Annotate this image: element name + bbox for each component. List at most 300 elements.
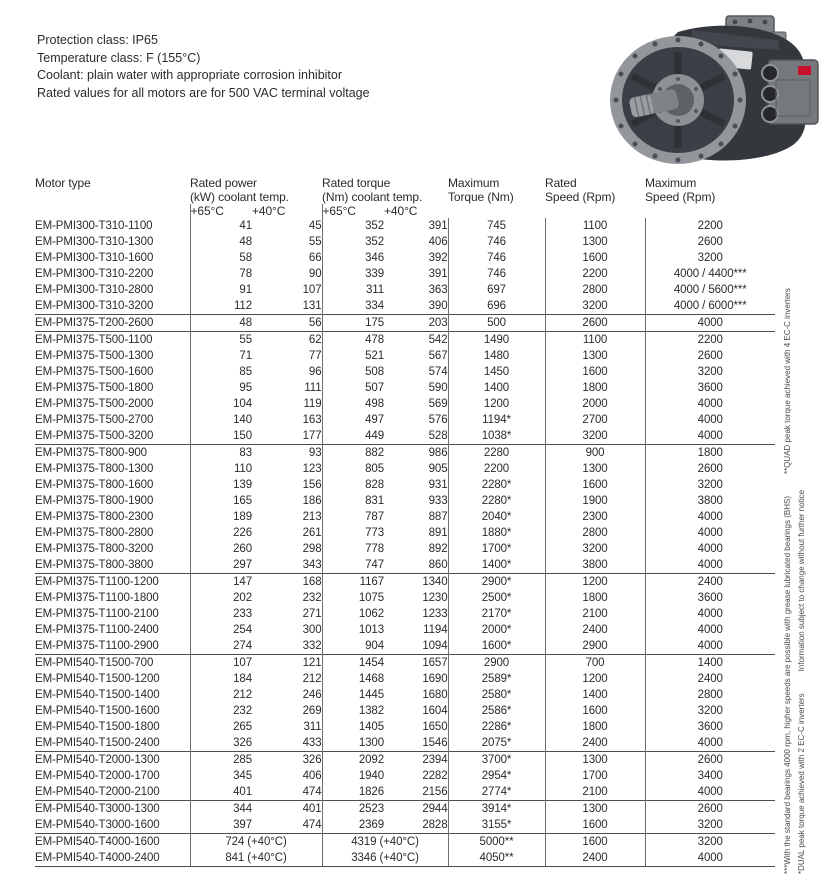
value-cell: 226 [190, 525, 252, 541]
value-cell: 773 [322, 525, 384, 541]
value-cell: 986 [384, 445, 448, 462]
value-cell: 107 [190, 655, 252, 672]
value-cell: 1300 [545, 801, 645, 818]
footnote-info-subject: Information subject to change without further notice [797, 489, 806, 672]
value-cell: 2523 [322, 801, 384, 818]
header-max-torque-sub: Torque (Nm) [448, 190, 514, 204]
motor-type-cell: EM-PMI375-T800-1900 [35, 495, 154, 507]
value-cell: 352 [322, 234, 384, 250]
value-cell: 254 [190, 622, 252, 638]
value-cell: 406 [302, 770, 322, 782]
coolant-line: Coolant: plain water with appropriate corrosion inhibitor [37, 68, 343, 82]
value-cell: 260 [190, 541, 252, 557]
value-cell: 1650 [422, 721, 448, 733]
value-cell: 1800 [645, 445, 775, 462]
value-cell: 78 [190, 266, 252, 282]
value-cell: 77 [308, 350, 322, 362]
value-cell: 3155* [448, 817, 545, 834]
value-cell: 363 [428, 284, 448, 296]
motor-type-cell: EM-PMI540-T1500-700 [35, 655, 190, 672]
value-cell: 2200 [448, 461, 545, 477]
value-cell: 168 [252, 574, 322, 591]
table-row [35, 364, 775, 380]
value-cell: 828 [322, 477, 384, 493]
value-cell: 2200 [645, 218, 775, 234]
value-cell: 569 [428, 398, 448, 410]
value-cell: 147 [190, 574, 252, 591]
value-cell: 696 [448, 298, 545, 315]
value-cell: 189 [190, 509, 252, 525]
value-cell: 2280* [448, 477, 545, 493]
table-row [35, 348, 775, 364]
value-cell: 449 [322, 428, 384, 445]
value-cell: 1450 [448, 364, 545, 380]
value-cell: 2800 [545, 525, 645, 541]
value-cell: 2800 [545, 282, 645, 298]
value-cell: 401 [252, 801, 322, 818]
value-cell: 110 [190, 461, 252, 477]
value-cell: 4000 [645, 557, 775, 574]
value-cell: 2092 [322, 752, 384, 769]
value-cell: 232 [302, 592, 322, 604]
motor-spec-table [35, 176, 775, 867]
value-cell: 1300 [545, 234, 645, 250]
value-cell: 4000 [645, 509, 775, 525]
value-cell: 1062 [322, 606, 384, 622]
motor-type-cell: EM-PMI375-T1100-2400 [35, 624, 159, 636]
value-cell: 300 [302, 624, 322, 636]
motor-type-cell: EM-PMI375-T800-900 [35, 445, 190, 462]
value-cell: 3200 [645, 364, 775, 380]
value-cell: 931 [428, 479, 448, 491]
value-cell: 904 [322, 638, 384, 655]
table-row [35, 784, 775, 801]
motor-type-cell: EM-PMI375-T1100-1200 [35, 574, 190, 591]
value-cell: 85 [190, 364, 252, 380]
motor-type-cell: EM-PMI540-T2000-2100 [35, 786, 160, 798]
motor-type-cell: EM-PMI375-T500-1600 [35, 366, 154, 378]
motor-photo [600, 10, 825, 170]
value-cell: 3200 [645, 477, 775, 493]
value-cell: 95 [190, 380, 252, 396]
value-cell: 2000* [448, 622, 545, 638]
value-cell: 123 [302, 463, 322, 475]
value-cell: 507 [322, 380, 384, 396]
motor-type-cell: EM-PMI540-T2000-1300 [35, 752, 190, 769]
motor-type-cell: EM-PMI300-T310-2200 [35, 268, 154, 280]
value-cell: 474 [302, 786, 322, 798]
value-cell: 2100 [545, 784, 645, 801]
value-cell: 4000 [645, 412, 775, 428]
protection-class-line: Protection class: IP65 [37, 33, 158, 47]
value-cell: 3600 [645, 590, 775, 606]
value-cell: 2600 [645, 461, 775, 477]
value-cell: 2100 [545, 606, 645, 622]
value-cell: 2200 [545, 266, 645, 282]
brand-label [798, 66, 811, 75]
motor-table-body [35, 218, 775, 867]
motor-type-cell: EM-PMI375-T800-3200 [35, 543, 154, 555]
value-cell: 4000 [645, 541, 775, 557]
table-row [35, 396, 775, 412]
table-row [35, 266, 775, 282]
value-cell: 1194 [423, 624, 448, 636]
motor-type-cell: EM-PMI300-T310-3200 [35, 300, 154, 312]
value-cell: 500 [448, 315, 545, 332]
motor-type-cell: EM-PMI375-T1100-2100 [35, 608, 159, 620]
value-cell: 3600 [645, 719, 775, 735]
value-cell: 1700 [545, 768, 645, 784]
value-cell: 2600 [545, 315, 645, 332]
value-cell: 2500* [448, 590, 545, 606]
motor-type-cell: EM-PMI300-T310-2800 [35, 284, 154, 296]
value-cell: 111 [304, 382, 322, 394]
value-cell: 567 [428, 350, 448, 362]
value-cell: 1300 [545, 348, 645, 364]
value-cell: 1200 [545, 574, 645, 591]
value-cell: 882 [322, 445, 384, 462]
value-cell: 2774* [448, 784, 545, 801]
value-cell: 1230 [422, 592, 448, 604]
table-row [35, 671, 775, 687]
table-row [35, 234, 775, 250]
value-cell: 140 [190, 412, 252, 428]
value-cell: 55 [308, 236, 322, 248]
value-cell: 326 [190, 735, 252, 752]
table-row [35, 768, 775, 784]
table-row [35, 250, 775, 266]
value-cell: 860 [428, 559, 448, 571]
motor-type-cell: EM-PMI375-T500-1800 [35, 382, 154, 394]
value-cell: 478 [322, 332, 384, 349]
value-cell: 212 [190, 687, 252, 703]
value-cell: 4000 [645, 525, 775, 541]
value-cell: 805 [322, 461, 384, 477]
value-cell: 1100 [545, 218, 645, 234]
rated-values-line: Rated values for all motors are for 500 VAC terminal voltage [37, 85, 370, 100]
value-cell: 261 [302, 527, 322, 539]
header-rated-power: Rated power [190, 176, 257, 190]
value-cell: 397 [190, 817, 252, 834]
value-cell: 1800 [545, 380, 645, 396]
value-cell: 297 [190, 557, 252, 574]
table-row [35, 850, 775, 867]
value-cell: 165 [190, 493, 252, 509]
value-cell: 121 [252, 655, 322, 672]
value-cell: 1400 [545, 687, 645, 703]
value-cell: 332 [302, 640, 322, 652]
value-cell: 4000 / 4400*** [645, 266, 775, 282]
value-cell: 2282 [422, 770, 448, 782]
table-row [35, 703, 775, 719]
value-cell: 326 [252, 752, 322, 769]
motor-type-cell: EM-PMI375-T500-1300 [35, 350, 154, 362]
motor-type-cell: EM-PMI540-T1500-1400 [35, 689, 160, 701]
value-cell: 4000 [645, 735, 775, 752]
value-cell: 746 [448, 266, 545, 282]
value-cell: 4000 [645, 606, 775, 622]
temperature-class-line: Temperature class: F (155°C) [37, 50, 201, 65]
table-row [35, 509, 775, 525]
value-cell: 4000 [645, 396, 775, 412]
motor-type-cell: EM-PMI375-T1100-1800 [35, 592, 159, 604]
value-cell: 4050** [448, 850, 545, 867]
value-cell: 1100 [545, 332, 645, 349]
value-cell: 3700* [448, 752, 545, 769]
table-row [35, 687, 775, 703]
value-cell: 1454 [322, 655, 384, 672]
value-cell: 1382 [322, 703, 384, 719]
value-cell: 2600 [645, 348, 775, 364]
table-row [35, 719, 775, 735]
table-row [35, 525, 775, 541]
value-cell: 1600 [545, 817, 645, 834]
value-cell: 1200 [545, 671, 645, 687]
value-cell: 93 [252, 445, 322, 462]
value-cell: 184 [190, 671, 252, 687]
motor-type-cell: EM-PMI375-T1100-2900 [35, 640, 159, 652]
motor-type-cell: EM-PMI375-T800-2300 [35, 511, 154, 523]
value-cell: 96 [308, 366, 322, 378]
value-cell: 746 [448, 250, 545, 266]
motor-type-cell: EM-PMI540-T4000-2400 [35, 850, 190, 867]
value-cell: 48 [190, 234, 252, 250]
value-cell: 390 [428, 300, 448, 312]
value-cell: 1657 [384, 655, 448, 672]
motor-type-cell: EM-PMI375-T800-3800 [35, 559, 154, 571]
value-cell: 2586* [448, 703, 545, 719]
value-cell: 933 [428, 495, 448, 507]
value-cell: 186 [302, 495, 322, 507]
value-cell: 3914* [448, 801, 545, 818]
header-power-65: +65°C [190, 204, 252, 218]
table-row [35, 817, 775, 834]
value-cell: 892 [428, 543, 448, 555]
header-max-speed: Maximum [645, 176, 697, 190]
value-cell: 1490 [448, 332, 545, 349]
value-cell: 4000 / 5600*** [645, 282, 775, 298]
value-cell: 150 [190, 428, 252, 445]
value-cell: 1600 [545, 250, 645, 266]
value-cell: 4000 [645, 784, 775, 801]
value-cell: 576 [428, 414, 448, 426]
value-cell: 285 [190, 752, 252, 769]
value-cell: 2400 [545, 735, 645, 752]
value-cell: 1013 [322, 622, 384, 638]
value-cell: 1194* [448, 412, 545, 428]
value-cell: 2369 [322, 817, 384, 834]
value-cell: 1600 [545, 477, 645, 493]
value-cell: 1600 [545, 703, 645, 719]
value-cell: 1600* [448, 638, 545, 655]
value-cell: 542 [384, 332, 448, 349]
table-row [35, 461, 775, 477]
value-cell: 90 [308, 268, 322, 280]
value-cell: 700 [545, 655, 645, 672]
motor-type-cell: EM-PMI300-T310-1600 [35, 252, 154, 264]
value-cell: 3600 [645, 380, 775, 396]
value-cell: 1800 [545, 590, 645, 606]
value-cell: 3200 [545, 541, 645, 557]
value-cell: 3200 [645, 834, 775, 851]
value-cell: 91 [190, 282, 252, 298]
value-cell: 203 [384, 315, 448, 332]
motor-type-cell: EM-PMI375-T500-2000 [35, 398, 154, 410]
value-cell: 1167 [322, 574, 384, 591]
value-cell: 1445 [322, 687, 384, 703]
value-cell: 104 [190, 396, 252, 412]
value-cell: 1826 [322, 784, 384, 801]
motor-type-cell: EM-PMI300-T310-1100 [35, 220, 153, 232]
header-torque-40: +40°C [384, 204, 418, 218]
table-header [35, 176, 775, 218]
value-cell: 2800 [645, 687, 775, 703]
table-row [35, 380, 775, 396]
motor-type-cell: EM-PMI375-T800-1600 [35, 479, 154, 491]
value-cell: 2280* [448, 493, 545, 509]
value-cell: 3200 [645, 703, 775, 719]
value-cell: 48 [190, 315, 252, 332]
value-cell: 131 [302, 300, 322, 312]
value-cell: 4000 [645, 638, 775, 655]
value-cell: 891 [428, 527, 448, 539]
value-cell: 1300 [545, 461, 645, 477]
value-cell: 83 [190, 445, 252, 462]
value-cell: 339 [322, 266, 384, 282]
value-cell: 3200 [545, 298, 645, 315]
footnote-dual: *DUAL peak torque achieved with 2 EC-C inverters [797, 693, 806, 874]
value-cell: 900 [545, 445, 645, 462]
motor-type-cell: EM-PMI375-T500-3200 [35, 430, 154, 442]
value-cell: 401 [190, 784, 252, 801]
value-cell: 1700* [448, 541, 545, 557]
motor-type-cell: EM-PMI540-T1500-1800 [35, 721, 160, 733]
value-cell: 2580* [448, 687, 545, 703]
power-combined-cell: 724 (+40°C) [190, 834, 322, 851]
table-row [35, 622, 775, 638]
value-cell: 1480 [448, 348, 545, 364]
value-cell: 2300 [545, 509, 645, 525]
value-cell: 163 [302, 414, 322, 426]
value-cell: 474 [302, 819, 322, 831]
value-cell: 2000 [545, 396, 645, 412]
header-max-torque: Maximum [448, 176, 500, 190]
value-cell: 66 [308, 252, 322, 264]
value-cell: 406 [428, 236, 448, 248]
table-row [35, 445, 775, 462]
value-cell: 778 [322, 541, 384, 557]
header-max-speed-sub: Speed (Rpm) [645, 190, 716, 204]
value-cell: 4000 [645, 315, 775, 332]
value-cell: 2286* [448, 719, 545, 735]
value-cell: 1094 [422, 640, 448, 652]
header-motor-type: Motor type [35, 176, 91, 190]
value-cell: 56 [252, 315, 322, 332]
value-cell: 213 [302, 511, 322, 523]
motor-type-cell: EM-PMI375-T800-1300 [35, 463, 154, 475]
value-cell: 3800 [645, 493, 775, 509]
value-cell: 1200 [448, 396, 545, 412]
value-cell: 4000 [645, 850, 775, 867]
table-row [35, 428, 775, 445]
table-row [35, 298, 775, 315]
value-cell: 1600 [545, 834, 645, 851]
value-cell: 2394 [384, 752, 448, 769]
value-cell: 175 [322, 315, 384, 332]
value-cell: 392 [428, 252, 448, 264]
motor-photo-graphic [600, 10, 825, 170]
motor-type-cell: EM-PMI375-T200-2600 [35, 315, 190, 332]
value-cell: 1546 [422, 737, 448, 749]
value-cell: 1600 [545, 364, 645, 380]
value-cell: 271 [302, 608, 322, 620]
value-cell: 2400 [645, 574, 775, 591]
value-cell: 2075* [448, 735, 545, 752]
value-cell: 433 [302, 737, 322, 749]
value-cell: 497 [322, 412, 384, 428]
value-cell: 3800 [545, 557, 645, 574]
value-cell: 1940 [322, 768, 384, 784]
value-cell: 269 [302, 705, 322, 717]
table-row [35, 655, 775, 672]
motor-type-cell: EM-PMI540-T1500-1200 [35, 673, 160, 685]
value-cell: 246 [302, 689, 322, 701]
table-row [35, 332, 775, 349]
value-cell: 233 [190, 606, 252, 622]
motor-type-cell: EM-PMI540-T3000-1600 [35, 819, 160, 831]
value-cell: 1400 [448, 380, 545, 396]
value-cell: 1880* [448, 525, 545, 541]
value-cell: 3200 [645, 250, 775, 266]
value-cell: 352 [322, 218, 384, 234]
value-cell: 831 [322, 493, 384, 509]
table-row [35, 834, 775, 851]
value-cell: 697 [448, 282, 545, 298]
value-cell: 2400 [545, 622, 645, 638]
value-cell: 2600 [645, 801, 775, 818]
value-cell: 747 [322, 557, 384, 574]
value-cell: 391 [428, 268, 448, 280]
value-cell: 498 [322, 396, 384, 412]
value-cell: 1800 [545, 719, 645, 735]
value-cell: 2900* [448, 574, 545, 591]
value-cell: 1468 [322, 671, 384, 687]
table-row [35, 412, 775, 428]
value-cell: 112 [190, 298, 252, 315]
torque-combined-cell: 4319 (+40°C) [322, 834, 448, 851]
value-cell: 1300 [322, 735, 384, 752]
value-cell: 3400 [645, 768, 775, 784]
table-row [35, 606, 775, 622]
value-cell: 1340 [384, 574, 448, 591]
value-cell: 905 [428, 463, 448, 475]
table-row [35, 735, 775, 752]
value-cell: 71 [190, 348, 252, 364]
table-row [35, 557, 775, 574]
value-cell: 5000** [448, 834, 545, 851]
value-cell: 334 [322, 298, 384, 315]
value-cell: 2600 [645, 234, 775, 250]
value-cell: 2200 [645, 332, 775, 349]
value-cell: 119 [303, 398, 322, 410]
value-cell: 345 [190, 768, 252, 784]
value-cell: 574 [428, 366, 448, 378]
table-row [35, 282, 775, 298]
header-rated-torque: Rated torque [322, 176, 391, 190]
header-power-40: +40°C [252, 204, 286, 218]
value-cell: 139 [190, 477, 252, 493]
value-cell: 4000 [645, 428, 775, 445]
